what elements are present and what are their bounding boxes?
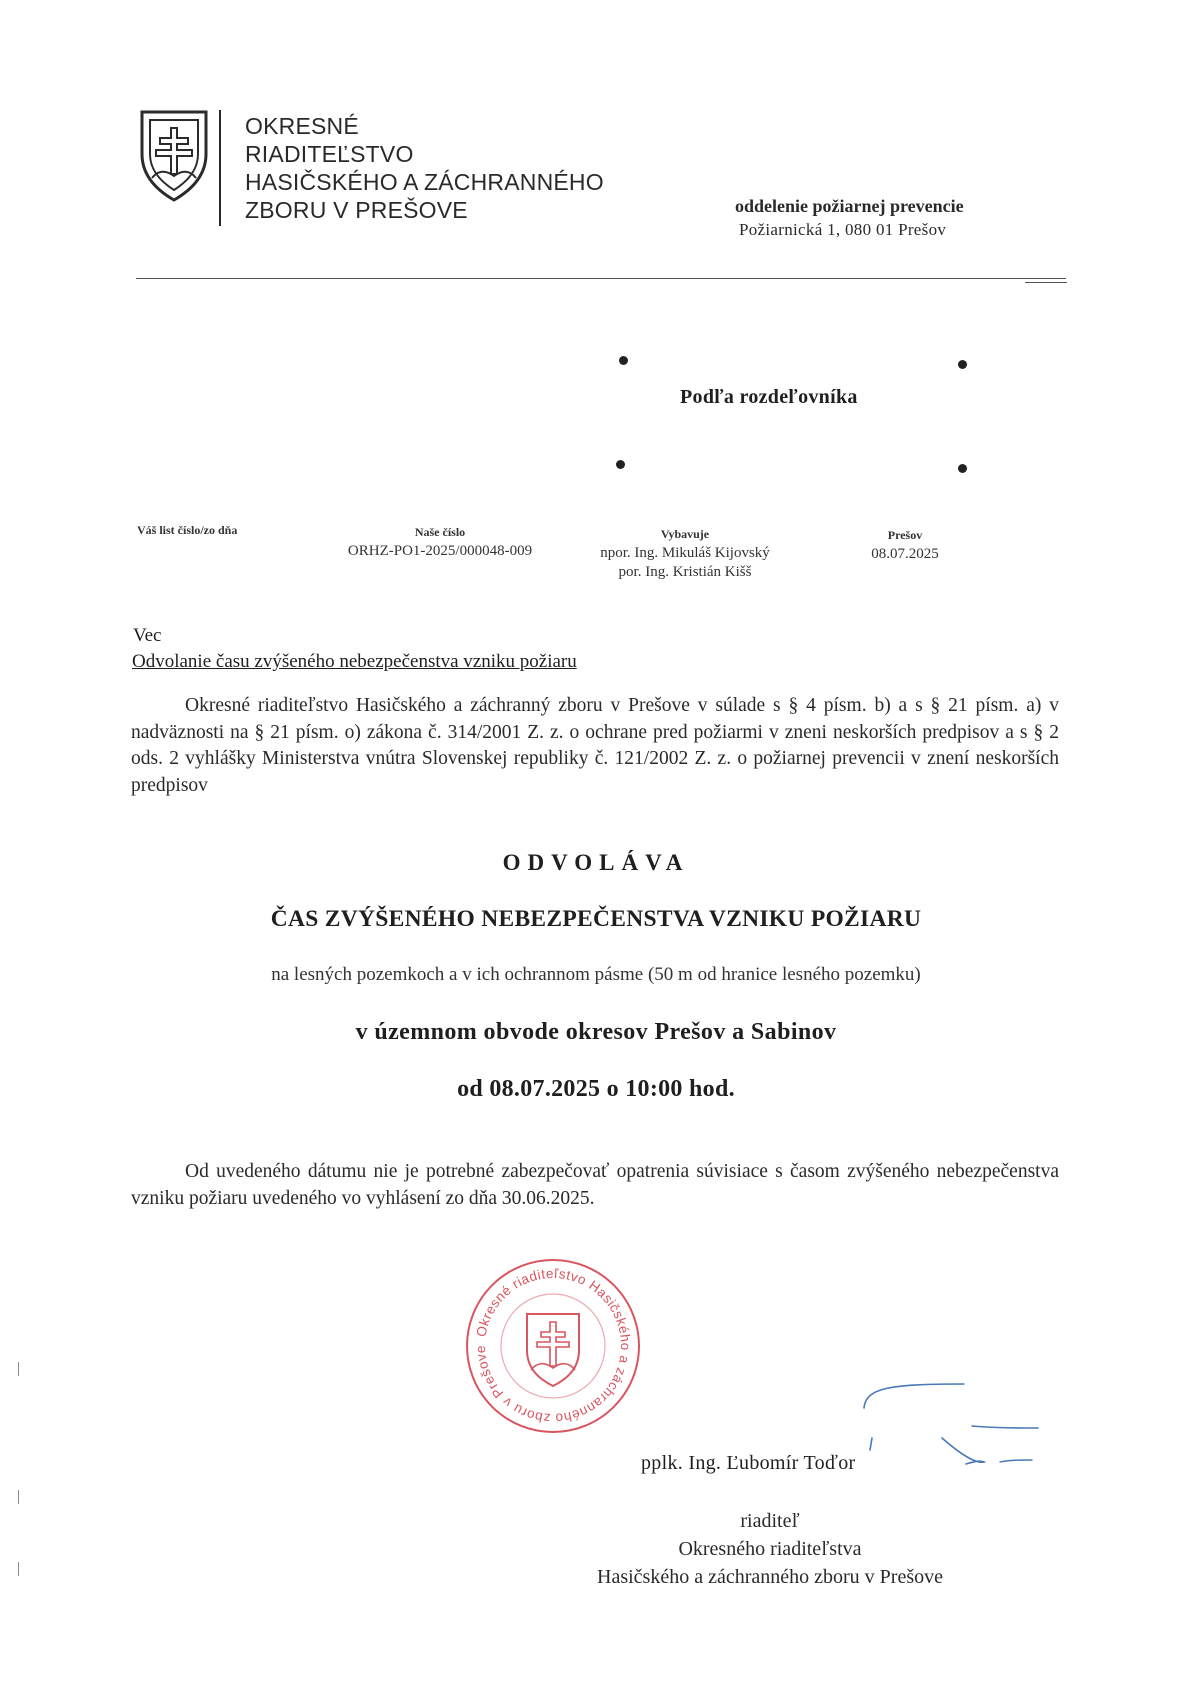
window-corner-dot [958,360,967,369]
header-divider-vertical [219,110,221,226]
your-letter-label: Váš list číslo/zo dňa [137,523,238,537]
org-line: RIADITEĽSTVO [245,141,414,167]
official-stamp-icon [463,1256,643,1436]
org-line: ZBORU V PREŠOVE [245,197,468,223]
subject-label: Vec [133,625,162,646]
place-date-block [850,528,960,563]
department-name: oddelenie požiarnej prevencie [735,196,964,216]
recipient: Podľa rozdeľovníka [680,386,858,408]
scan-mark [18,1490,19,1504]
our-number: ORHZ-PO1-2025/000048-009 [347,543,533,559]
signatory-org-line-1: Okresného riaditeľstva [678,1538,862,1560]
signatory-role: riaditeľ [740,1510,800,1532]
closing-paragraph: Od uvedeného dátumu nie je potrebné zabezpečovať opatrenia súvisiace s časom zvýšeného nebezpečenstva vzniku požiaru uvedeného vo vyhlásení zo dňa 30.06.2025. [131,1161,1059,1209]
main-headline: ČAS ZVÝŠENÉHO NEBEZPEČENSTVA VZNIKU POŽIARU [270,906,922,932]
handled-by-2: por. Ing. Kristián Kišš [618,564,752,580]
action-heading: ODVOLÁVA [502,850,690,875]
intro-paragraph: Okresné riaditeľstvo Hasičského a záchranný zboru v Prešove v súlade s § 4 písm. b) a s § 21 písm. a) v nadväznosti na § 21 písm. o) zákona č. 314/2001 Z. z. o ochrane pred požiarmi v zneni neskorších predpisov a s § 2 ods. 2 vyhlášky Ministerstva vnútra Slovenskej republiky č. 121/2002 Z. z. o požiarnej prevencii v znení neskorších predpisov [131,695,1059,796]
place-label: Prešov [887,528,923,542]
signatory-org-line-2: Hasičského a záchranného zboru v Prešove [597,1566,943,1588]
handled-by-block [570,527,800,581]
org-line: HASIČSKÉHO A ZÁCHRANNÉHO [245,169,604,195]
department-address: Požiarnická 1, 080 01 Prešov [739,220,947,239]
effective-from-line: od 08.07.2025 o 10:00 hod. [457,1076,735,1102]
handled-by-1: npor. Ing. Mikuláš Kijovský [600,545,770,561]
window-corner-dot [619,356,628,365]
scan-mark [18,1562,19,1576]
window-corner-dot [616,460,625,469]
coat-of-arms-icon [136,108,212,204]
handled-by-label: Vybavuje [660,527,710,541]
header-divider-tail [1025,282,1067,283]
our-number-block [330,525,550,560]
subject: Odvolanie času zvýšeného nebezpečenstva vzniku požiaru [132,651,577,672]
scan-mark [18,1362,19,1376]
window-corner-dot [958,464,967,473]
signatory-name: pplk. Ing. Ľubomír Toďor [641,1452,856,1474]
letter-date: 08.07.2025 [871,546,939,562]
our-number-label: Naše číslo [414,525,466,539]
org-line: OKRESNÉ [245,113,359,139]
area-line: v územnom obvode okresov Prešov a Sabinov [355,1019,837,1045]
header-divider [136,278,1066,279]
organization-name [245,112,665,224]
svg-text:Okresné riaditeľstvo Hasičskéh: Okresné riaditeľstvo Hasičského a záchranného zboru v Prešove [472,1265,634,1427]
scope-line: na lesných pozemkoch a v ich ochrannom pásme (50 m od hranice lesného pozemku) [271,964,921,985]
handwritten-signature [860,1358,1060,1478]
